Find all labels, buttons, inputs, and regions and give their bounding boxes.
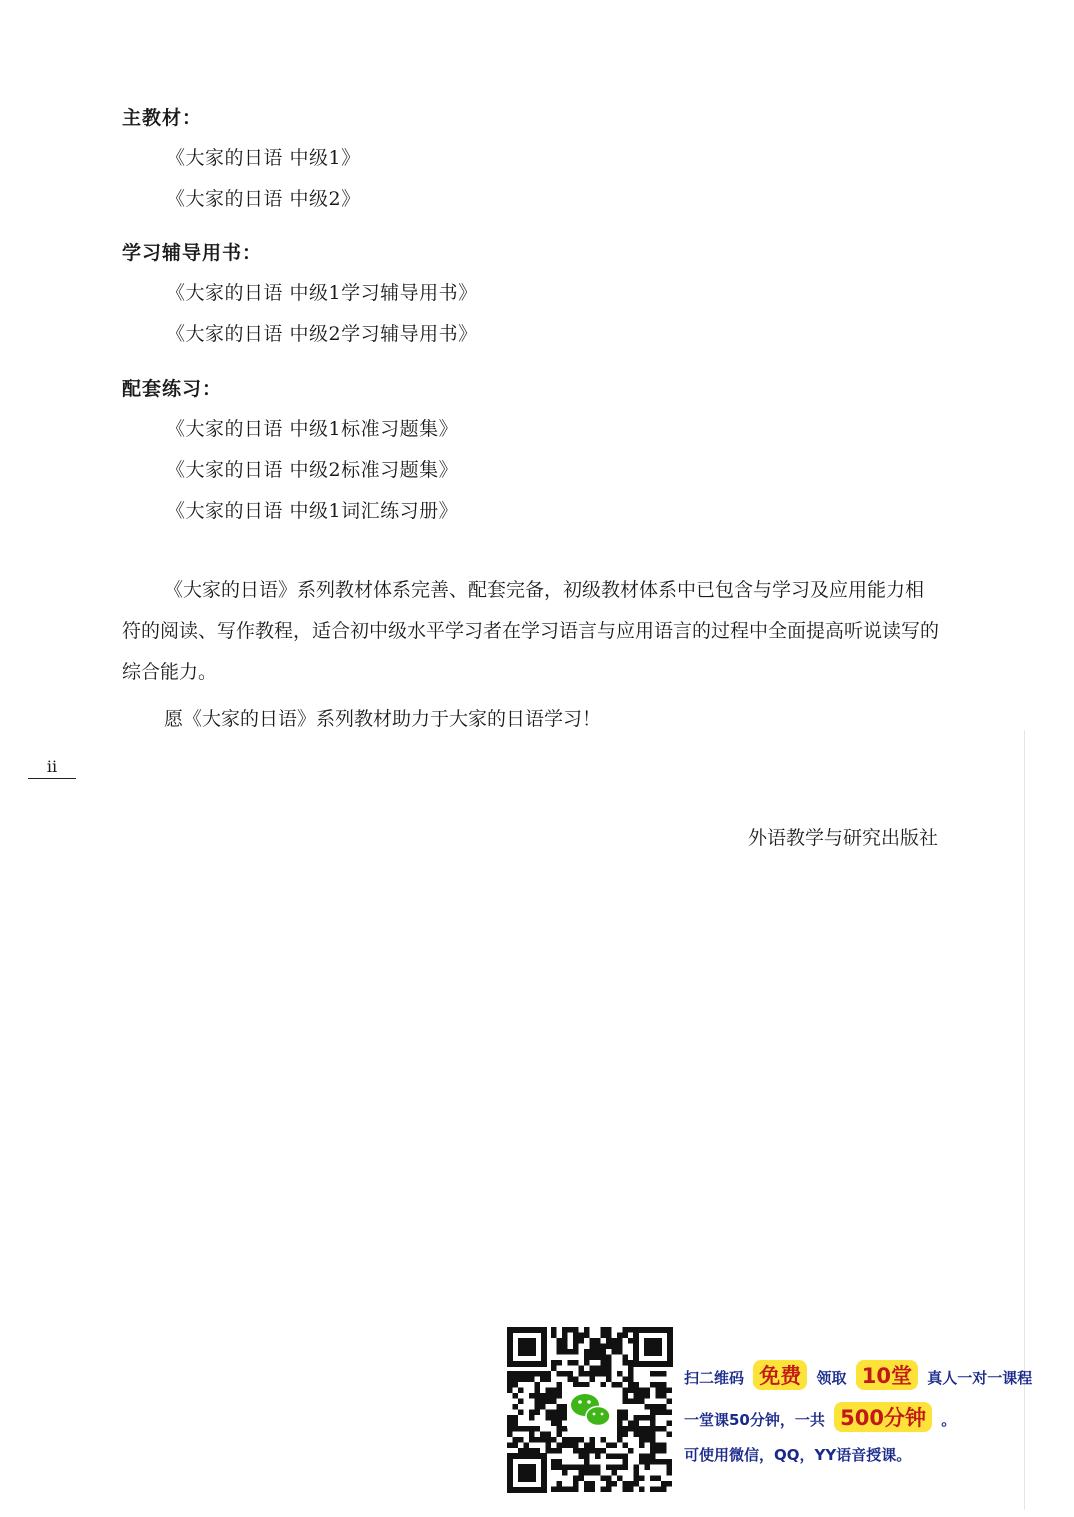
book-title: 《大家的日语 中级1学习辅导用书》	[166, 282, 478, 304]
promo-text: 。	[941, 1411, 957, 1429]
promo-line-1	[684, 1360, 1032, 1390]
promo-text: 真人一对一课程	[927, 1369, 1033, 1387]
publisher-name: 外语教学与研究出版社	[747, 827, 938, 849]
body-paragraph	[122, 570, 942, 693]
book-title: 《大家的日语 中级2》	[166, 188, 361, 210]
promo-text: 一堂课50分钟，一共	[684, 1411, 825, 1429]
scan-edge-line	[1024, 730, 1025, 1510]
book-title: 《大家的日语 中级1》	[166, 147, 361, 169]
book-title: 《大家的日语 中级1词汇练习册》	[166, 500, 459, 522]
promo-line-3: 可使用微信，QQ，YY语音授课。	[684, 1446, 912, 1464]
promo-highlight-lessons: 10堂	[856, 1360, 918, 1390]
book-title: 《大家的日语 中级2标准习题集》	[166, 459, 459, 481]
section-heading-exercises: 配套练习：	[122, 378, 223, 400]
wechat-icon	[567, 1387, 613, 1433]
qr-code-graphic	[505, 1325, 675, 1495]
qr-code[interactable]	[505, 1325, 675, 1495]
book-title: 《大家的日语 中级2学习辅导用书》	[166, 323, 478, 345]
promo-line-2	[684, 1402, 956, 1432]
promo-highlight-minutes: 500分钟	[834, 1402, 932, 1432]
page-number: ii	[28, 757, 76, 779]
book-title: 《大家的日语 中级1标准习题集》	[166, 418, 459, 440]
paragraph-text: 《大家的日语》系列教材体系完善、配套完备，初级教材体系中已包含与学习及应用能力相符的阅读、写作教程，适合初中级水平学习者在学习语言与应用语言的过程中全面提高听说读写的综合能力。	[122, 579, 940, 683]
promo-text: 扫二维码	[684, 1369, 745, 1387]
section-heading-study-guides: 学习辅导用书：	[122, 242, 263, 264]
promo-highlight-free: 免费	[753, 1360, 807, 1390]
section-heading-main-textbooks: 主教材：	[122, 107, 203, 129]
closing-paragraph: 愿《大家的日语》系列教材助力于大家的日语学习！	[164, 708, 602, 730]
promo-text: 领取	[816, 1369, 847, 1387]
